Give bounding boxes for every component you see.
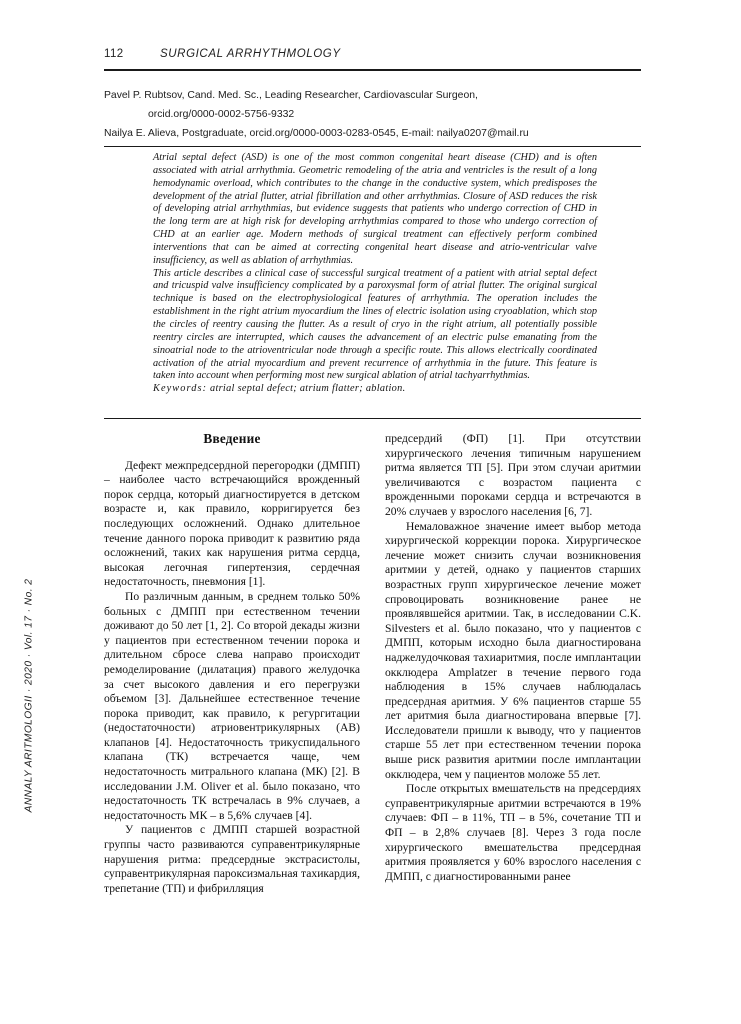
paragraph: У пациентов с ДМПП старшей возрастной группы часто развиваются суправентрикулярные нарушения ритма: предсердные экстрасистолы, суправентрикулярная пароксизмальная тахикардия, трепетание (ТП) и фибрилляция	[104, 823, 360, 895]
abstract-rule-bottom	[104, 418, 641, 419]
abstract-rule-top	[104, 146, 641, 147]
page-number: 112	[104, 48, 124, 60]
abstract-paragraph-1: Atrial septal defect (ASD) is one of the most common congenital heart disease (CHD) and is often associated with atrial arrhythmia. Geometric remodeling of the atria and ventricles is the result of a long hemodynamic overload, which contributes to the change in the conductive system, which predisposes the development of the atrial flutter, atrial fibrillation and other arrhythmias. Closure of ASD reduces the risk of developing atrial arrhythmias, but evidence suggests that patients who undergo correction of CHD in the long term are at high risk for developing arrhythmias compared to those who undergo correction of CHD at an earlier age. Modern methods of surgical treatment can effectively perform combined interventions that can be aimed at correcting congenital heart disease and atrio-ventricular valve insufficiency, as well as ablation of arrhythmias.	[153, 152, 597, 266]
abstract-block	[153, 152, 597, 396]
journal-spine-label: ANNALY ARITMOLOGII · 2020 · Vol. 17 · No. 2	[23, 578, 35, 813]
author-block	[104, 86, 649, 143]
author-line-1: Pavel P. Rubtsov, Cand. Med. Sc., Leading Researcher, Cardiovascular Surgeon,	[104, 90, 478, 101]
paragraph: Немаловажное значение имеет выбор метода хирургической коррекции порока. Хирургическое лечение может снизить случаи возникновения аритмии у детей, однако у пациентов старших возрастных групп хирургическое лечение может спровоцировать возникновение ранее не проявлявшейся аритмии. Так, в исследовании C.K. Silvesters et al. было показано, что у пациентов с ДМПП, которым исходно была диагностирована наджелудочковая тахиаритмия, после имплантации окклюдера Amplatzer в течение первого года наблюдения в 15% случаев наблюдалась предсердная аритмия. У 6% пациентов старше 55 лет аритмия была диагностирована впервые [7]. Исследователи пришли к выводу, что у пациентов старше 55 лет при естественном течении порока выше риск развития аритмии после имплантации окклюдера, чем у пациентов моложе 55 лет.	[385, 519, 641, 781]
keywords-line	[153, 383, 597, 396]
abstract-paragraph-2: This article describes a clinical case of successful surgical treatment of a patient with atrial septal defect and tricuspid valve insufficiency complicated by a paroxysmal form of atrial flutter. The original surgical technique is based on the electrophysiological features of arrhythmia. The operation includes the establishment in the right atrium myocardium the lines of electric isolation using cryoablation, which stop the circles of reentry causing the flutter. As a result of cryo in the right atrium, all potentially possible reentry circles are interrupted, which causes the advancement of an electric pulse emanating from the sinoatrial node to the atrioventricular node through a specific route. This allows electrically coordinated activation of the atrial myocardium and prevent recurrence of arrhythmia in the future. This feature is taken into account when performing most new surgical ablation of atrial tachyarrhythmias.	[153, 267, 597, 382]
keywords-label: Keywords:	[153, 383, 208, 395]
body-column-left	[104, 432, 360, 896]
header-rule	[104, 69, 641, 71]
running-head	[104, 48, 641, 70]
paragraph: По различным данным, в среднем только 50% больных с ДМПП при естественном течении доживают до 50 лет [1, 2]. Со второй декады жизни у пациентов при естественном течении порока и длительном сбросе слева направо происходит ремоделирование (дилатация) правого желудочка за счет высокого давления и его перегрузки объемом [3]. Дальнейшее естественное течение порока приводит, как правило, к регургитации (недостаточности) атриовентрикулярных (АВ) клапанов [4]. Недостаточность трикуспидального клапана (ТК) встречается чаще, чем недостаточность митрального клапана (МК) [2]. В исследовании J.M. Oliver et al. было показано, что недостаточность ТК встречалась в 9% случаев, а недостаточность МК – в 5,6% случаев [4].	[104, 589, 360, 822]
body-column-right	[385, 432, 641, 884]
author-orcid-1: orcid.org/0000-0002-5756-9332	[148, 109, 295, 120]
paragraph: После открытых вмешательств на предсердиях суправентрикулярные аритмии встречаются в 19% случаев: ФП – в 11%, ТП – в 5%, сочетание ТП и ФП – в 2,8% случаев [8]. Через 3 года после хирургического вмешательства предсердная аритмия проявляется у 60% взрослого населения с ДМПП, с диагностированными ранее	[385, 782, 641, 883]
paragraph: предсердий (ФП) [1]. При отсутствии хирургического лечения типичным нарушением ритма является ТП [5]. При этом случаи аритмии увеличиваются с возрастом пациента с врожденными пороками сердца и встречаются в 20% случаев у взрослого населения [6, 7].	[385, 432, 641, 518]
author-line-2: Nailya E. Alieva, Postgraduate, orcid.org/0000-0003-0283-0545, E-mail: nailya0207@mail.ru	[104, 128, 529, 139]
section-heading-introduction: Введение	[203, 431, 261, 446]
section-title: SURGICAL ARRHYTHMOLOGY	[160, 48, 341, 60]
keywords-value: atrial septal defect; atrium flatter; ablation.	[210, 383, 406, 395]
paragraph: Дефект межпредсердной перегородки (ДМПП) – наиболее часто встречающийся врожденный порок сердца, который диагностируется в детском возрасте и, как правило, корригируется без последующих осложнений. Однако длительное течение данного порока приводит к развитию ряда осложнений, таких как нарушения ритма сердца, высокая легочная гипертензия, сердечная недостаточность, пневмония [1].	[104, 458, 360, 589]
